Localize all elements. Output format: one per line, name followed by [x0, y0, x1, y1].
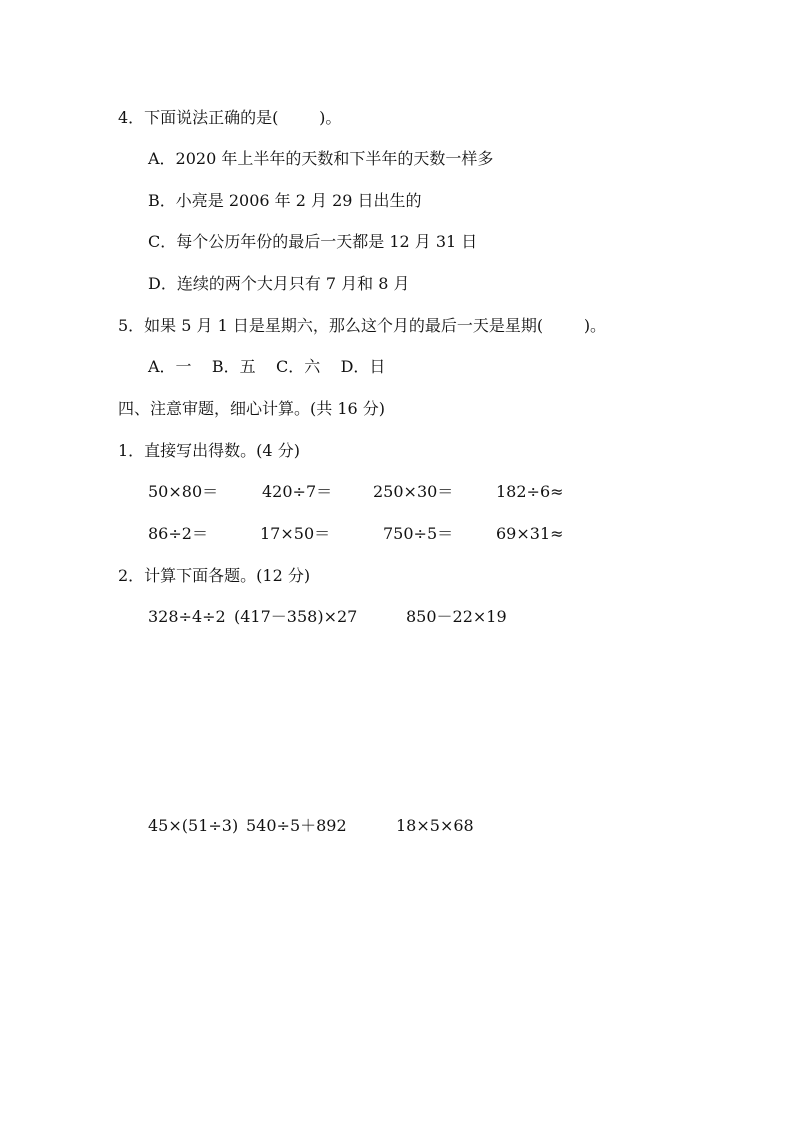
oral-calc-item: 69×31≈ [496, 524, 564, 543]
oral-calc-item: 420÷7＝ [262, 482, 333, 501]
calc-item: 850－22×19 [406, 607, 507, 626]
oral-calc-item: 17×50＝ [260, 524, 331, 543]
section4-heading: 四、注意审题，细心计算。(共 16 分) [118, 399, 386, 418]
q4-option-d: D．连续的两个大月只有 7 月和 8 月 [148, 274, 410, 293]
q5-stem: 5．如果 5 月 1 日是星期六，那么这个月的最后一天是星期( )。 [118, 316, 607, 335]
oral-calc-item: 50×80＝ [148, 482, 219, 501]
oral-calc-item: 182÷6≈ [496, 482, 564, 501]
section4-p1-title: 1．直接写出得数。(4 分) [118, 441, 300, 460]
oral-calc-item: 250×30＝ [373, 482, 454, 501]
calc-item: 45×(51÷3) [148, 816, 239, 835]
calc-item: 540÷5＋892 [246, 816, 347, 835]
q4-option-b: B．小亮是 2006 年 2 月 29 日出生的 [148, 191, 422, 210]
calc-item: 328÷4÷2 [148, 607, 226, 626]
calc-item: 18×5×68 [396, 816, 474, 835]
q4-option-c: C．每个公历年份的最后一天都是 12 月 31 日 [148, 232, 478, 251]
q5-options: A．一 B．五 C．六 D．日 [148, 357, 386, 376]
oral-calc-item: 86÷2＝ [148, 524, 208, 543]
oral-calc-item: 750÷5＝ [383, 524, 454, 543]
q4-option-a: A．2020 年上半年的天数和下半年的天数一样多 [148, 149, 494, 168]
section4-p2-title: 2．计算下面各题。(12 分) [118, 566, 311, 585]
q4-stem: 4．下面说法正确的是( )。 [118, 108, 342, 127]
calc-item: (417－358)×27 [234, 607, 358, 626]
